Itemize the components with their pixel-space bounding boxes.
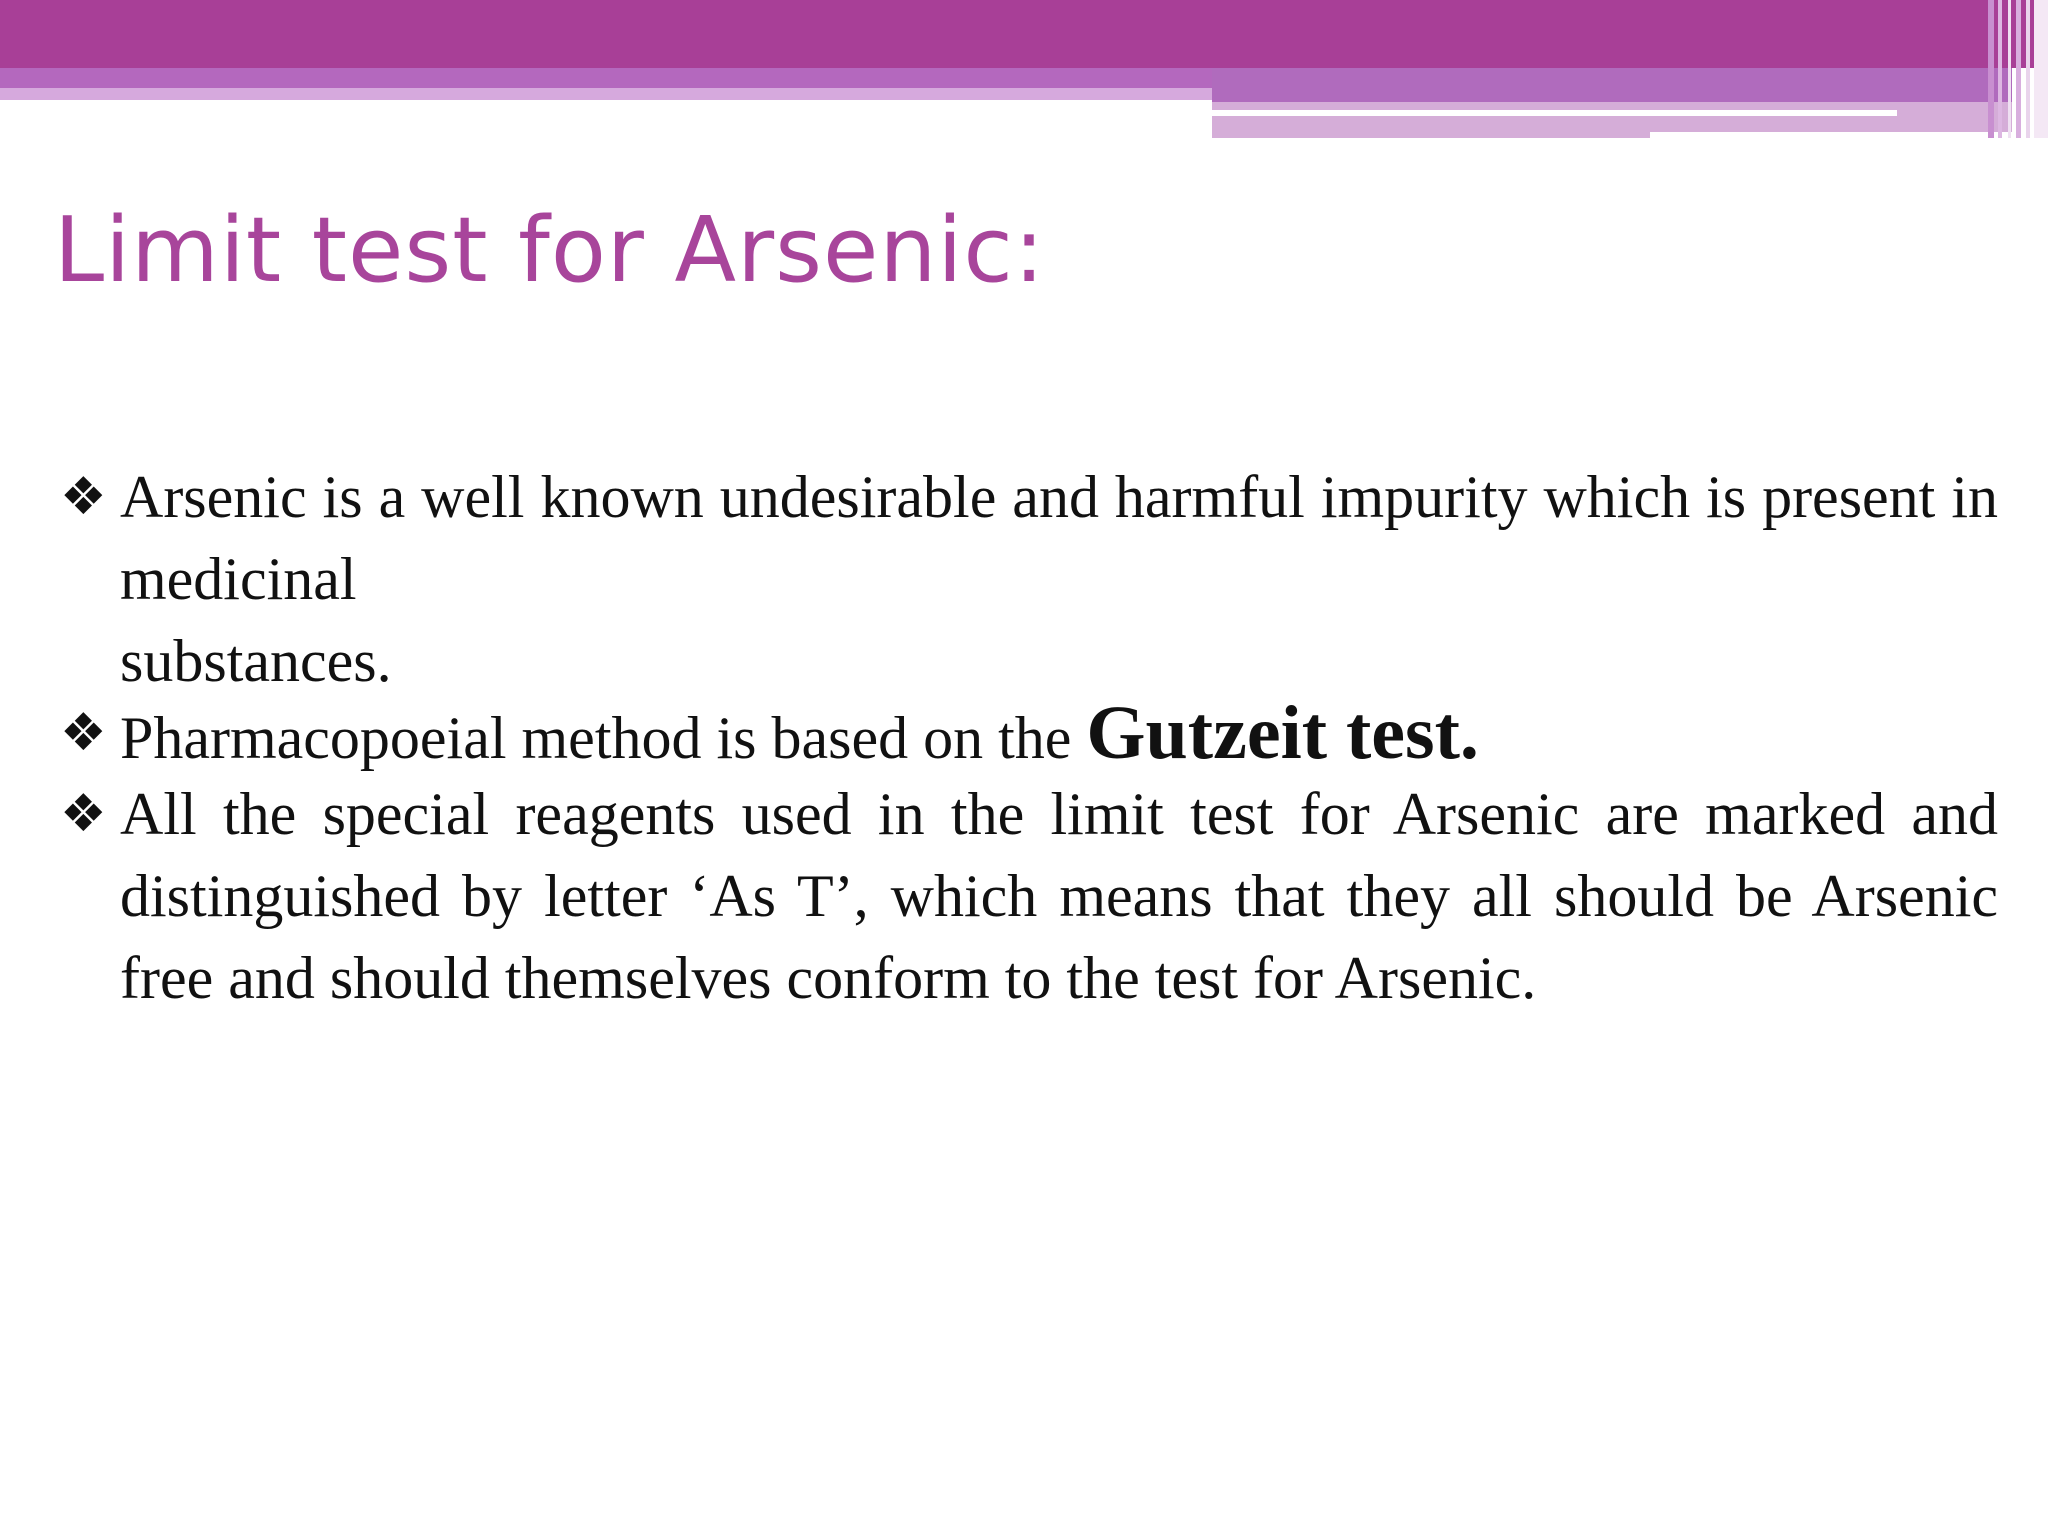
header-stripe: [2008, 0, 2011, 138]
header-stripe: [2026, 0, 2030, 138]
bullet-item: [60, 773, 1998, 1019]
bullet-text: All the special reagents used in the limit test for Arsenic are marked and distinguished by letter ‘As T’, which means that they all should be Arsenic free and should themselves conform to the test for Arsenic.: [120, 781, 1998, 1011]
header-line-white: [1212, 110, 1897, 116]
header-stripe: [1988, 0, 1994, 138]
header-stripe: [1998, 0, 2002, 138]
slide-title: Limit test for Arsenic:: [54, 198, 1046, 303]
header-bar: [0, 0, 2048, 68]
header-band-left: [0, 68, 1212, 88]
header-band-left-light: [0, 88, 1212, 100]
bullet-text-continued: substances.: [120, 628, 392, 694]
bullet-text: Arsenic is a well known undesirable and harmful impurity which is present in medicinal: [120, 464, 1998, 612]
bullet-item: [60, 456, 1998, 702]
header-band-right: [1212, 68, 2012, 102]
slide-body: [60, 456, 1998, 1019]
header-line-white-short: [1650, 132, 2012, 138]
header-stripe: [2034, 0, 2048, 138]
bullet-item: [60, 692, 1998, 779]
header-stripe: [2016, 0, 2021, 138]
diamond-four-icon: ❖: [60, 703, 107, 763]
diamond-four-icon: ❖: [60, 467, 107, 527]
emphasis-text: Gutzeit test.: [1086, 691, 1479, 775]
diamond-four-icon: ❖: [60, 784, 107, 844]
bullet-text: Pharmacopoeial method is based on the: [120, 705, 1087, 771]
